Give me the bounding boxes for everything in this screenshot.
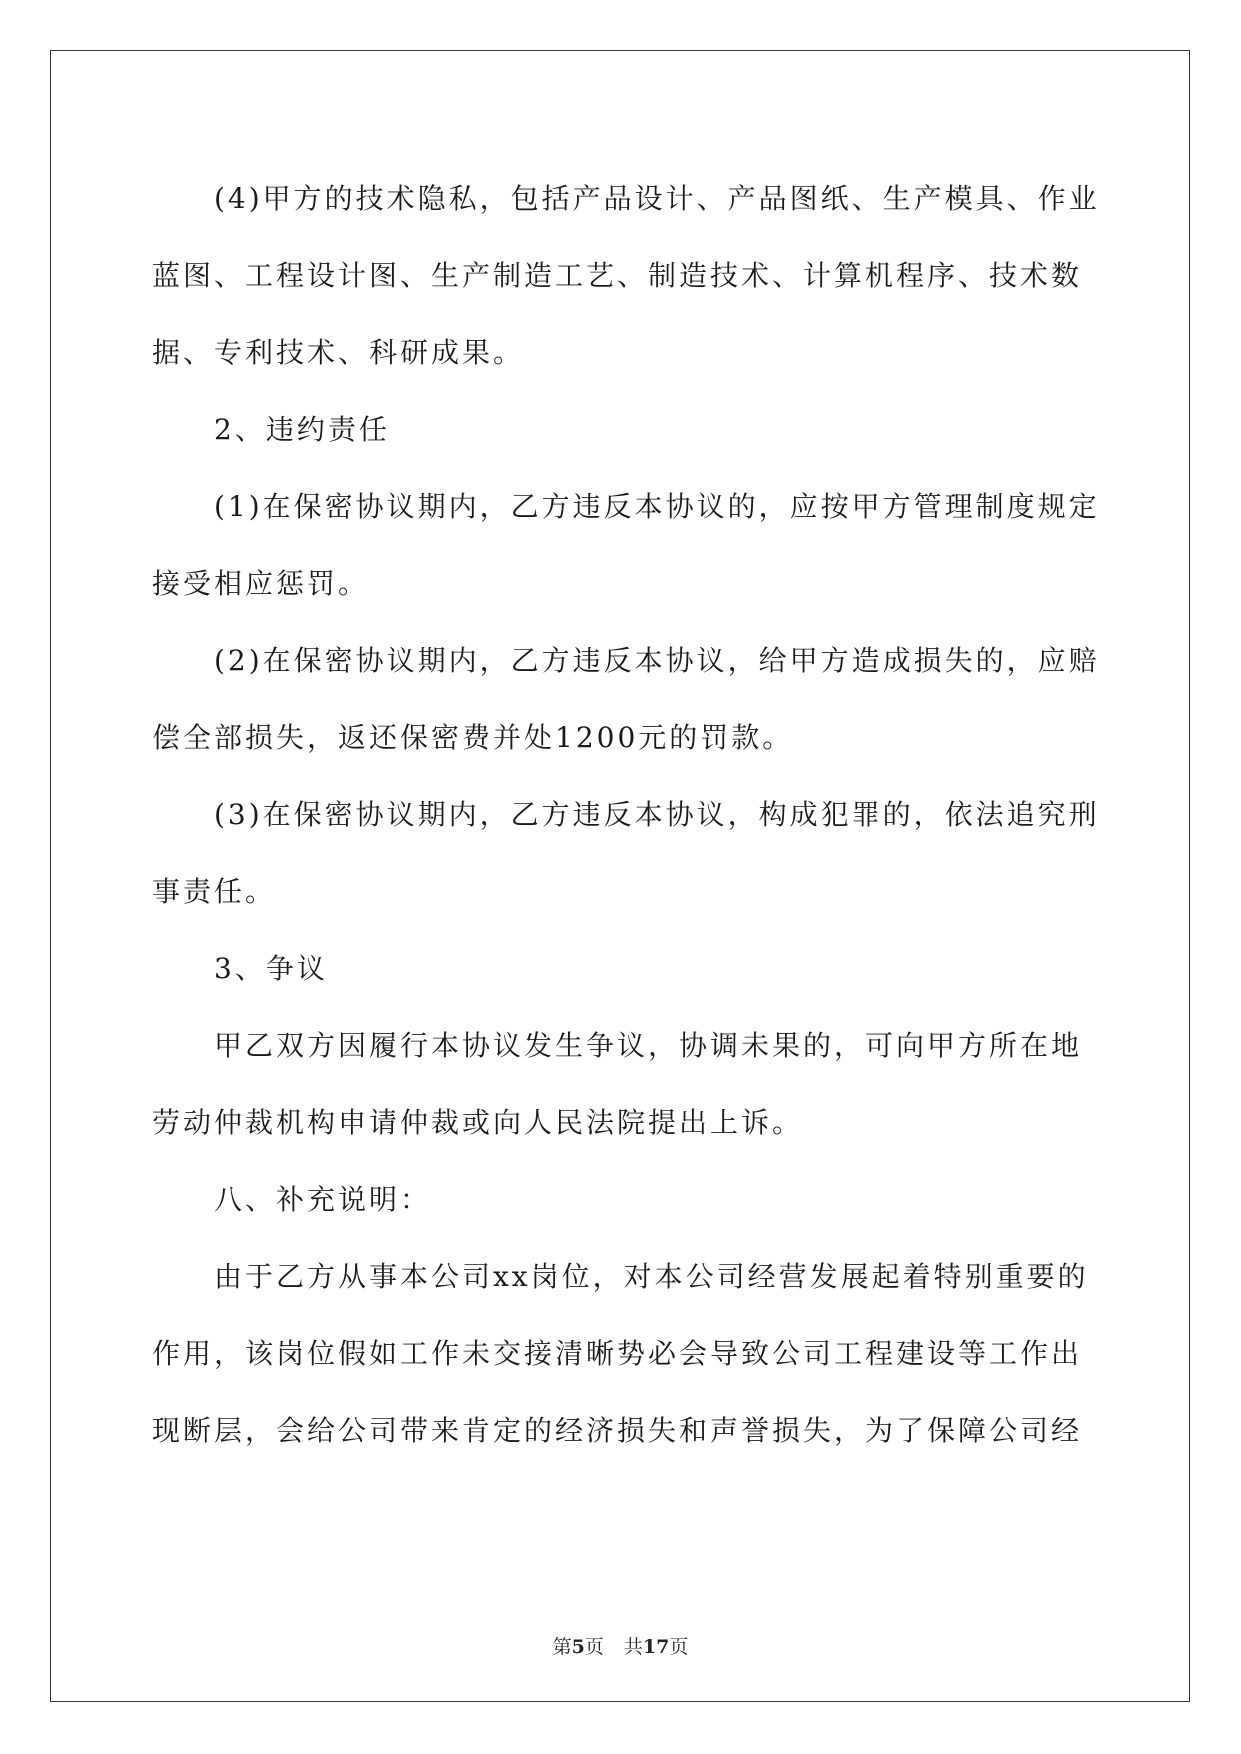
document-text xyxy=(152,160,1100,1469)
text-line: 由于乙方从事本公司xx岗位，对本公司经营发展起着特别重要的 xyxy=(152,1260,1089,1293)
section-heading: 3、争议 xyxy=(152,952,328,985)
document-body xyxy=(152,160,1100,1469)
total-pages: 17 xyxy=(642,1636,670,1658)
text-line: 偿全部损失，返还保密费并处1200元的罚款。 xyxy=(152,721,794,754)
text-line: 现断层，会给公司带来肯定的经济损失和声誉损失，为了保障公司经 xyxy=(152,1414,1083,1447)
footer-page-suffix: 页 xyxy=(584,1636,604,1658)
text-line: (3)在保密协议期内，乙方违反本协议，构成犯罪的，依法追究刑 xyxy=(152,798,1100,831)
text-line: (4)甲方的技术隐私，包括产品设计、产品图纸、生产模具、作业 xyxy=(152,182,1100,215)
footer-total-prefix: 共 xyxy=(623,1636,643,1658)
text-line: (2)在保密协议期内，乙方违反本协议，给甲方造成损失的，应赔 xyxy=(152,644,1100,677)
section-heading: 2、违约责任 xyxy=(152,413,390,446)
text-line: 据、专利技术、科研成果。 xyxy=(152,336,525,369)
text-line: 事责任。 xyxy=(152,875,277,908)
text-line: 劳动仲裁机构申请仲裁或向人民法院提出上诉。 xyxy=(152,1106,804,1139)
text-line: 甲乙双方因履行本协议发生争议，协调未果的，可向甲方所在地 xyxy=(152,1029,1083,1062)
text-line: 蓝图、工程设计图、生产制造工艺、制造技术、计算机程序、技术数 xyxy=(152,259,1083,292)
text-line: 接受相应惩罚。 xyxy=(152,567,370,600)
page-footer xyxy=(0,1632,1241,1659)
footer-prefix: 第 xyxy=(552,1636,572,1658)
text-line: 作用，该岗位假如工作未交接清晰势必会导致公司工程建设等工作出 xyxy=(152,1337,1083,1370)
footer-total-suffix: 页 xyxy=(669,1636,689,1658)
page-number: 5 xyxy=(571,1636,585,1658)
text-line: (1)在保密协议期内，乙方违反本协议的，应按甲方管理制度规定 xyxy=(152,490,1100,523)
section-heading: 八、补充说明： xyxy=(152,1183,432,1216)
